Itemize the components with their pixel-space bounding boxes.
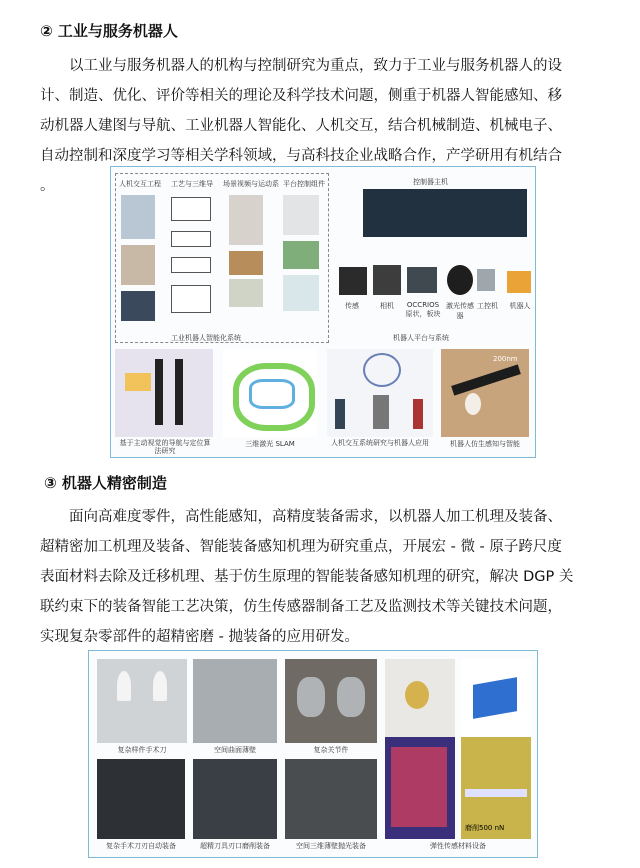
- scalpel-photo: [97, 659, 187, 743]
- bottom-caption: 复杂手术刀刃自动装备: [106, 842, 176, 850]
- paragraph-line: 自动控制和深度学习等相关学科领域，与高科技企业战略合作，产学研用有机结合: [40, 148, 562, 164]
- top-caption: 复杂样件手术刀: [117, 746, 167, 754]
- scale-label: 200nm: [493, 355, 518, 363]
- scalpel-machine-photo: [97, 759, 185, 839]
- paragraph-line: 超精密加工机理及装备、智能装备感知机理为研究重点，开展宏 - 微 - 原子跨尺度: [40, 539, 562, 555]
- laser-device: [447, 265, 473, 295]
- navigation-diagram: [115, 349, 213, 437]
- bottom-caption: 弹性传感材料设备: [430, 842, 486, 850]
- top-caption: 空间曲面薄壁: [214, 746, 256, 754]
- robot-device: [507, 271, 531, 293]
- scale-label: 磨削500 nN: [465, 824, 505, 832]
- ipc-device: [477, 269, 495, 291]
- flow-box: [171, 257, 211, 273]
- bottom-caption: 超精刀具刃口磨削装备: [200, 842, 270, 850]
- flow-box: [171, 285, 211, 313]
- joint-part-photo: [285, 659, 377, 743]
- scene-photo: [229, 279, 263, 307]
- robot-systems-figure: [110, 166, 536, 458]
- column-title: 场景视频与运动系: [223, 180, 279, 188]
- flow-box: [171, 231, 211, 247]
- lens-photo: [385, 659, 455, 743]
- column-title: 工艺与三维导: [171, 180, 213, 188]
- paragraph-line: 面向高难度零件，高性能感知，高精度装备需求，以机器人加工机理及装备、: [69, 509, 562, 525]
- platform-photo: [283, 195, 319, 235]
- interaction-diagram: [327, 349, 433, 437]
- paragraph-line: 计、制造、优化、评价等相关的理论及科学技术问题，侧重于机器人智能感知、移: [40, 88, 562, 104]
- paragraph-line: 联约束下的装备智能工艺决策，仿生传感器制备工艺及监测技术等关键技术问题，: [40, 599, 562, 615]
- device-label: 工控机: [477, 302, 498, 310]
- section-3-paragraph: [40, 502, 600, 652]
- bottom-caption: 机器人仿生感知与智能: [450, 440, 520, 448]
- paragraph-line: 动机器人建图与导航、工业机器人智能化、人机交互，结合机械制造、机械电子、: [40, 118, 562, 134]
- section-3-heading: ③ 机器人精密制造: [44, 474, 167, 492]
- flowchart-caption: 工业机器人智能化系统: [171, 334, 241, 342]
- grinding-machine-photo: [193, 759, 277, 839]
- top-caption: 复杂关节件: [313, 746, 349, 754]
- platform-photo: [283, 275, 319, 311]
- sensor-device: [339, 267, 367, 295]
- precision-manufacturing-figure: [88, 650, 538, 858]
- robot-arm-photo: [121, 245, 155, 285]
- monitor-photo: [121, 291, 155, 321]
- bottom-caption: 空间三维薄壁抛光装备: [296, 842, 366, 850]
- paragraph-line: 表面材料去除及迁移机理、基于仿生原理的智能装备感知机理的研究，解决 DGP 关: [40, 569, 574, 585]
- tablet-device: [407, 267, 437, 293]
- device-label: 激光传感器: [446, 302, 474, 320]
- bottom-caption: 基于主动视觉的导航与定位算法研究: [119, 439, 211, 455]
- section-2-heading: ② 工业与服务机器人: [40, 22, 178, 40]
- scene-photo: [229, 195, 263, 245]
- paragraph-line: 。: [40, 178, 55, 194]
- column-title: 人机交互工程: [119, 180, 161, 188]
- device-label: 机器人: [509, 302, 531, 310]
- device-label: 相机: [380, 302, 394, 310]
- force-map: [461, 737, 531, 839]
- camera-device: [373, 265, 401, 295]
- thin-wall-photo: [193, 659, 277, 743]
- operator-photo: [121, 195, 155, 239]
- slam-map: [223, 349, 317, 437]
- bottom-caption: 人机交互系统研究与机器人应用: [331, 439, 429, 447]
- column-title: 平台控制组件: [283, 180, 325, 188]
- sensor-heatmap: [385, 737, 455, 839]
- platform-photo: [283, 241, 319, 269]
- device-label: 传感: [345, 302, 359, 310]
- device-label: OCCRIOS原状，板块: [405, 301, 441, 318]
- controller-label: 控制器主机: [413, 178, 448, 186]
- bottom-caption: 三维激光 SLAM: [245, 440, 295, 448]
- bionic-sensor-photo: [441, 349, 529, 437]
- paragraph-line: 实现复杂零部件的超精密磨 - 抛装备的应用研发。: [40, 629, 359, 645]
- flexible-device-photo: [461, 659, 531, 743]
- controller-photo: [363, 189, 527, 237]
- polishing-machine-photo: [285, 759, 377, 839]
- paragraph-line: 以工业与服务机器人的机构与控制研究为重点，致力于工业与服务机器人的设: [69, 58, 562, 74]
- controller-caption: 机器人平台与系统: [393, 334, 449, 342]
- scene-photo: [229, 251, 263, 275]
- flow-box: [171, 197, 211, 221]
